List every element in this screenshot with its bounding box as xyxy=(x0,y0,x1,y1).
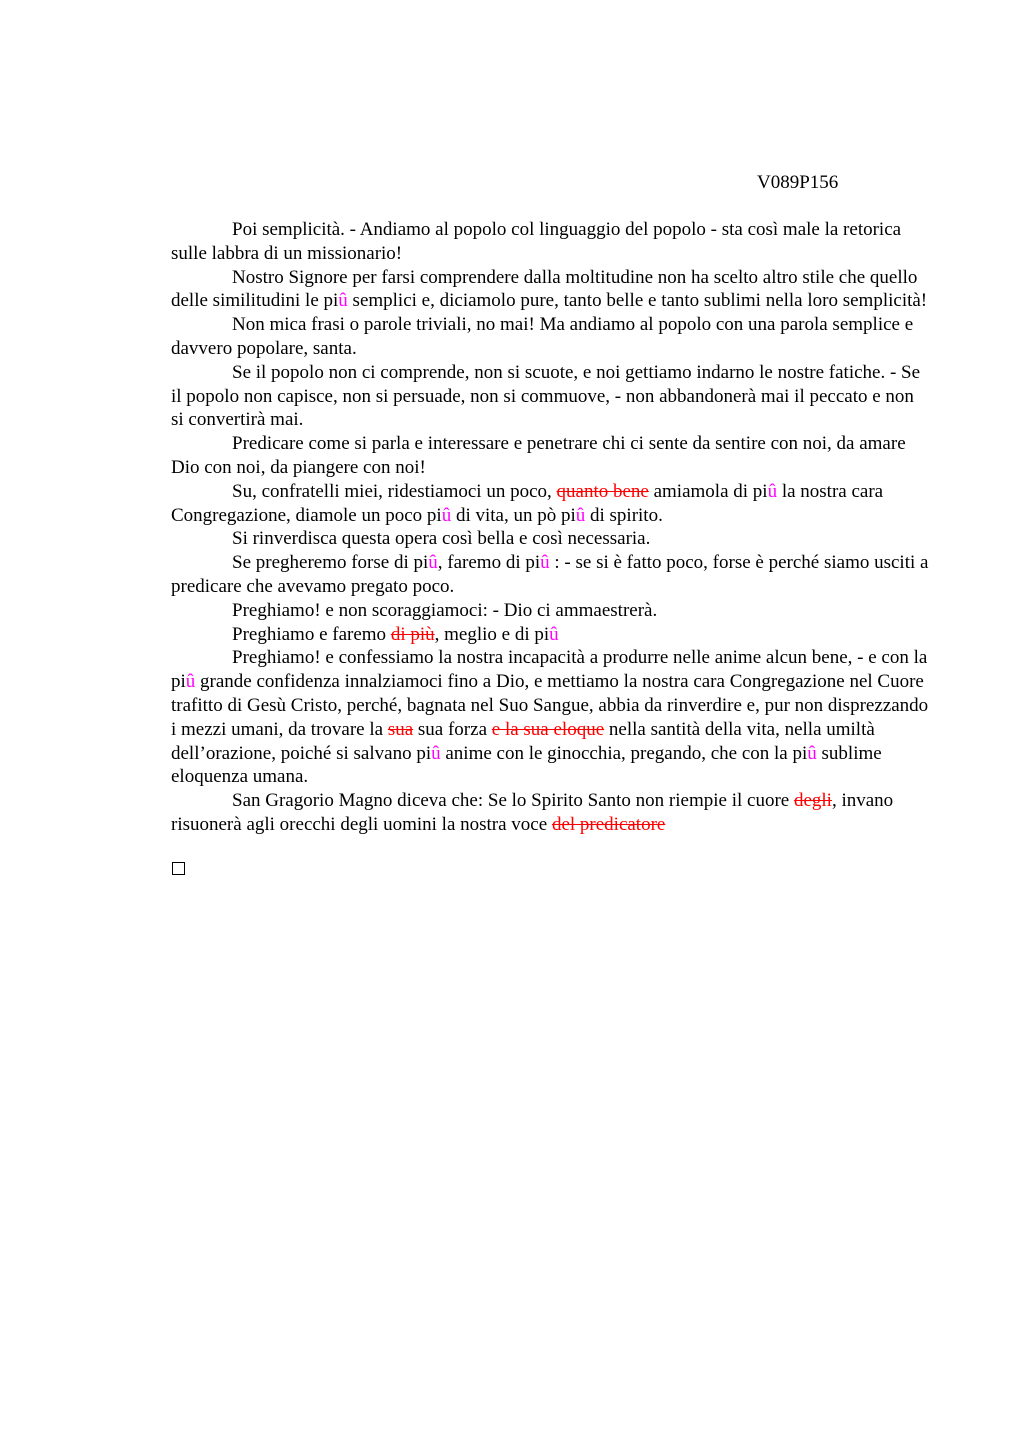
paragraph xyxy=(171,313,931,361)
page-identifier: V089P156 xyxy=(757,172,839,193)
text-run: Preghiamo e faremo xyxy=(232,623,391,645)
text-run: : - se si è fatto poco, forse è perché siamo usciti a predicare che avevamo pregato poco. xyxy=(171,552,929,597)
text-run: Predicare come si parla e interessare e penetrare chi ci sente da sentire con noi, da amare Dio con noi, da piangere con noi! xyxy=(171,433,906,478)
accent-marker: û xyxy=(549,623,559,645)
text-run: Si rinverdisca questa opera così bella e così necessaria. xyxy=(232,528,651,550)
text-run: Preghiamo! e confessiamo la nostra incapacità a produrre nelle anime alcun bene, - e con la pi xyxy=(171,647,928,693)
text-run: Non mica frasi o parole triviali, no mai! Ma andiamo al popolo con una parola semplice e davvero popolare, santa. xyxy=(171,314,914,359)
text-run: Nostro Signore per farsi comprendere dalla moltitudine non ha scelto altro stile che quello delle similitudini le pi xyxy=(171,266,918,312)
accent-marker: û xyxy=(338,290,348,312)
text-run: , meglio e di pi xyxy=(434,623,550,645)
paragraph xyxy=(171,218,931,266)
text-run: sua forza xyxy=(413,718,492,740)
struck-text: del predicatore xyxy=(551,813,666,835)
text-run: sublime eloquenza umana. xyxy=(171,742,882,788)
paragraph xyxy=(171,789,931,837)
body-text xyxy=(171,218,931,837)
text-run: Se il popolo non ci comprende, non si scuote, e noi gettiamo indarno le nostre fatiche. - Se il popolo non capisce, non si persuade, non si commuove, - non abbandonerà mai il peccato e non si convertirà mai. xyxy=(171,361,921,431)
paragraph xyxy=(171,527,931,551)
accent-marker: û xyxy=(431,742,441,764)
accent-marker: û xyxy=(767,480,778,502)
text-run: Se pregheremo forse di pi xyxy=(232,552,429,574)
text-run: , invano risuonerà agli orecchi degli uomini la nostra voce xyxy=(171,790,894,835)
paragraph xyxy=(171,646,931,789)
paragraph xyxy=(171,551,931,599)
accent-marker: û xyxy=(428,552,438,574)
paragraph xyxy=(171,432,931,480)
text-run: nella santità della vita, nella umiltà dell’orazione, poiché si salvano pi xyxy=(171,718,875,764)
accent-marker: û xyxy=(575,504,586,526)
text-run: anime con le ginocchia, pregando, che con la pi xyxy=(440,742,808,764)
struck-text: di più xyxy=(390,623,435,645)
end-of-text-box-icon xyxy=(172,862,185,875)
paragraph xyxy=(171,361,931,432)
text-run: , faremo di pi xyxy=(437,552,541,574)
paragraph xyxy=(171,599,931,623)
text-run: Poi semplicità. - Andiamo al popolo col linguaggio del popolo - sta così male la retorica sulle labbra di un missionario! xyxy=(171,219,902,264)
struck-text: degli xyxy=(793,790,832,812)
paragraph xyxy=(171,623,931,647)
text-run: la nostra cara Congregazione, diamole un poco pi xyxy=(171,480,884,526)
paragraph xyxy=(171,266,931,314)
text-run: grande confidenza innalziamoci fino a Dio, e mettiamo la nostra cara Congregazione nel Cuore trafitto di Gesù Cristo, perché, bagnata nel Suo Sangue, abbia da rinverdire e, pur non disprezzando i mezzi umani, da trovare la xyxy=(171,671,929,740)
text-run: di spirito. xyxy=(585,504,663,526)
accent-marker: û xyxy=(185,671,196,693)
struck-text: quanto bene xyxy=(556,480,649,502)
accent-marker: û xyxy=(807,742,817,764)
text-run: Preghiamo! e non scoraggiamoci: - Dio ci ammaestrerà. xyxy=(232,599,658,621)
text-run: di vita, un pò pi xyxy=(451,504,576,526)
struck-text: sua xyxy=(387,718,414,740)
accent-marker: û xyxy=(441,504,452,526)
text-run: amiamola di pi xyxy=(648,480,768,502)
text-run: Su, confratelli miei, ridestiamoci un poco, xyxy=(232,480,557,502)
paragraph xyxy=(171,480,931,528)
text-run: San Gragorio Magno diceva che: Se lo Spirito Santo non riempie il cuore xyxy=(232,790,794,812)
struck-text: e la sua eloque xyxy=(491,718,605,740)
text-run: semplici e, diciamolo pure, tanto belle e tanto sublimi nella loro semplicità! xyxy=(347,290,928,312)
accent-marker: û xyxy=(540,552,550,574)
